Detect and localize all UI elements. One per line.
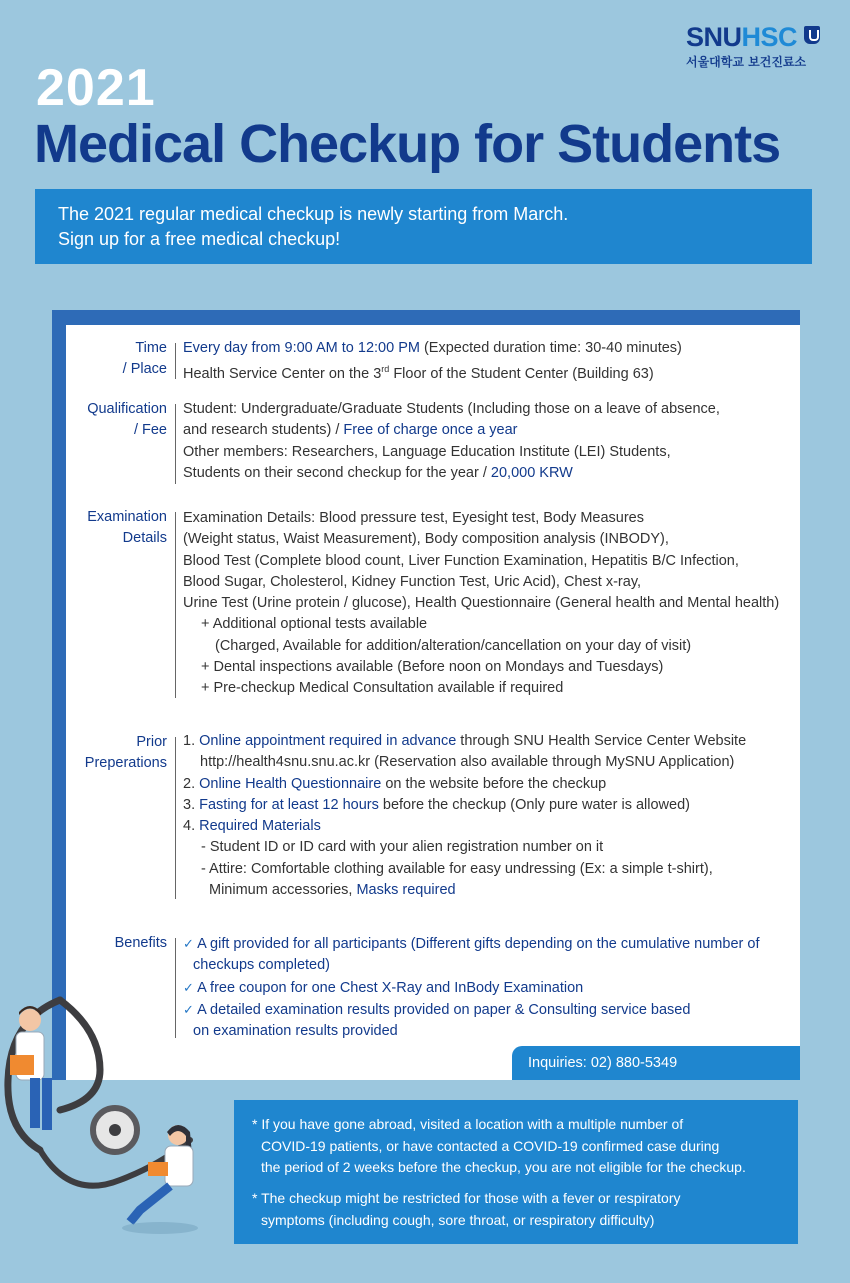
prior-label: Prior Preperations xyxy=(84,734,167,771)
logo-subtitle: 서울대학교 보건진료소 xyxy=(686,55,807,69)
inquiries-phone[interactable]: Inquiries: 02) 880-5349 xyxy=(528,1055,678,1071)
prior-text: 1. Online appointment required in advance through SNU Health Service Center Website http://health4snu.snu.ac.kr (Reservation also available through MySNU Application) 2. Online Health Questionnaire on the website before the checkup 3. Fasting for at least 12 hours before the checkup (Only pure water is allowed) 4. Required Materials - Student ID or ID card with your alien registration number on it - Attire: Comfortable clothing available for easy undressing (Ex: a simple t-shirt), Minimum accessories, Masks required xyxy=(183,733,747,899)
fee-highlight: 20,000 KRW xyxy=(490,464,573,481)
banner-line-2: Sign up for a free medical checkup! xyxy=(58,229,341,249)
section-divider xyxy=(175,512,176,698)
covid-notice-2: * The checkup might be restricted for those with a fever or respiratory symptoms (including cough, sore throat, or respiratory difficulty) xyxy=(252,1190,681,1228)
free-highlight: Free of charge once a year xyxy=(343,422,518,439)
page-title: Medical Checkup for Students xyxy=(34,114,781,174)
doctor-figure-icon xyxy=(10,1006,52,1130)
section-divider xyxy=(175,404,176,484)
section-divider xyxy=(175,737,176,899)
benefits-text: ✓ A gift provided for all participants (Different gifts depending on the cumulative number of checkups completed) ✓ A free coupon for one Chest X-Ray and InBody Examination ✓ A detailed examination results provided on paper & Consulting service based on examination results provided xyxy=(183,936,760,1040)
card-frame-top xyxy=(52,310,800,325)
logo xyxy=(686,22,797,53)
logo-snu: SNU xyxy=(686,22,742,52)
covid-notice-1: * If you have gone abroad, visited a location with a multiple number of COVID-19 patients, or have contacted a COVID-19 confirmed case during the period of 2 weeks before the checkup, you are not eligible for the checkup. xyxy=(252,1116,746,1175)
check-icon: ✓ xyxy=(183,1001,194,1017)
time-place-label: Time / Place xyxy=(122,340,167,377)
qualification-text: Student: Undergraduate/Graduate Students (Including those on a leave of absence, and research students) / Free of charge once a year Other members: Researchers, Language Education Institute (LEI) Students, Students on their second checkup for the year / 20,000 KRW xyxy=(183,401,720,481)
page-year: 2021 xyxy=(36,59,156,117)
time-highlight: Every day from 9:00 AM to 12:00 PM xyxy=(183,340,420,356)
banner-line-1: The 2021 regular medical checkup is newly starting from March. xyxy=(58,204,569,224)
examination-label: Examination Details xyxy=(87,509,167,546)
section-divider xyxy=(175,343,176,379)
examination-text: Examination Details: Blood pressure test, Eyesight test, Body Measures (Weight status, Waist Measurement), Body composition analysis (INBODY), Blood Test (Complete blood count, Liver Function Examination, Hepatitis B/C Infection, Blood Sugar, Cholesterol, Kidney Function Test, Uric Acid), Chest x-ray, Urine Test (Urine protein / glucose), Health Questionnaire (General health and Mental health) + Additional optional tests available (Charged, Available for addition/alteration/cancellation on your day of visit) + Dental inspections available (Before noon on Mondays and Tuesdays) + Pre-checkup Medical Consultation available if required xyxy=(183,510,780,697)
qualification-label: Qualification / Fee xyxy=(87,401,167,438)
time-place-text: Every day from 9:00 AM to 12:00 PM (Expected duration time: 30-40 minutes) Health Service Center on the 3rd Floor of the Student Center (Building 63) xyxy=(183,340,682,383)
doctors-stethoscope-illustration xyxy=(0,960,240,1260)
check-icon: ✓ xyxy=(183,979,194,995)
logo-hsc: HSC xyxy=(741,22,798,52)
benefits-label: Benefits xyxy=(114,935,167,951)
logo-mark-icon xyxy=(804,26,820,44)
intro-banner xyxy=(35,189,812,264)
check-icon: ✓ xyxy=(183,936,194,951)
